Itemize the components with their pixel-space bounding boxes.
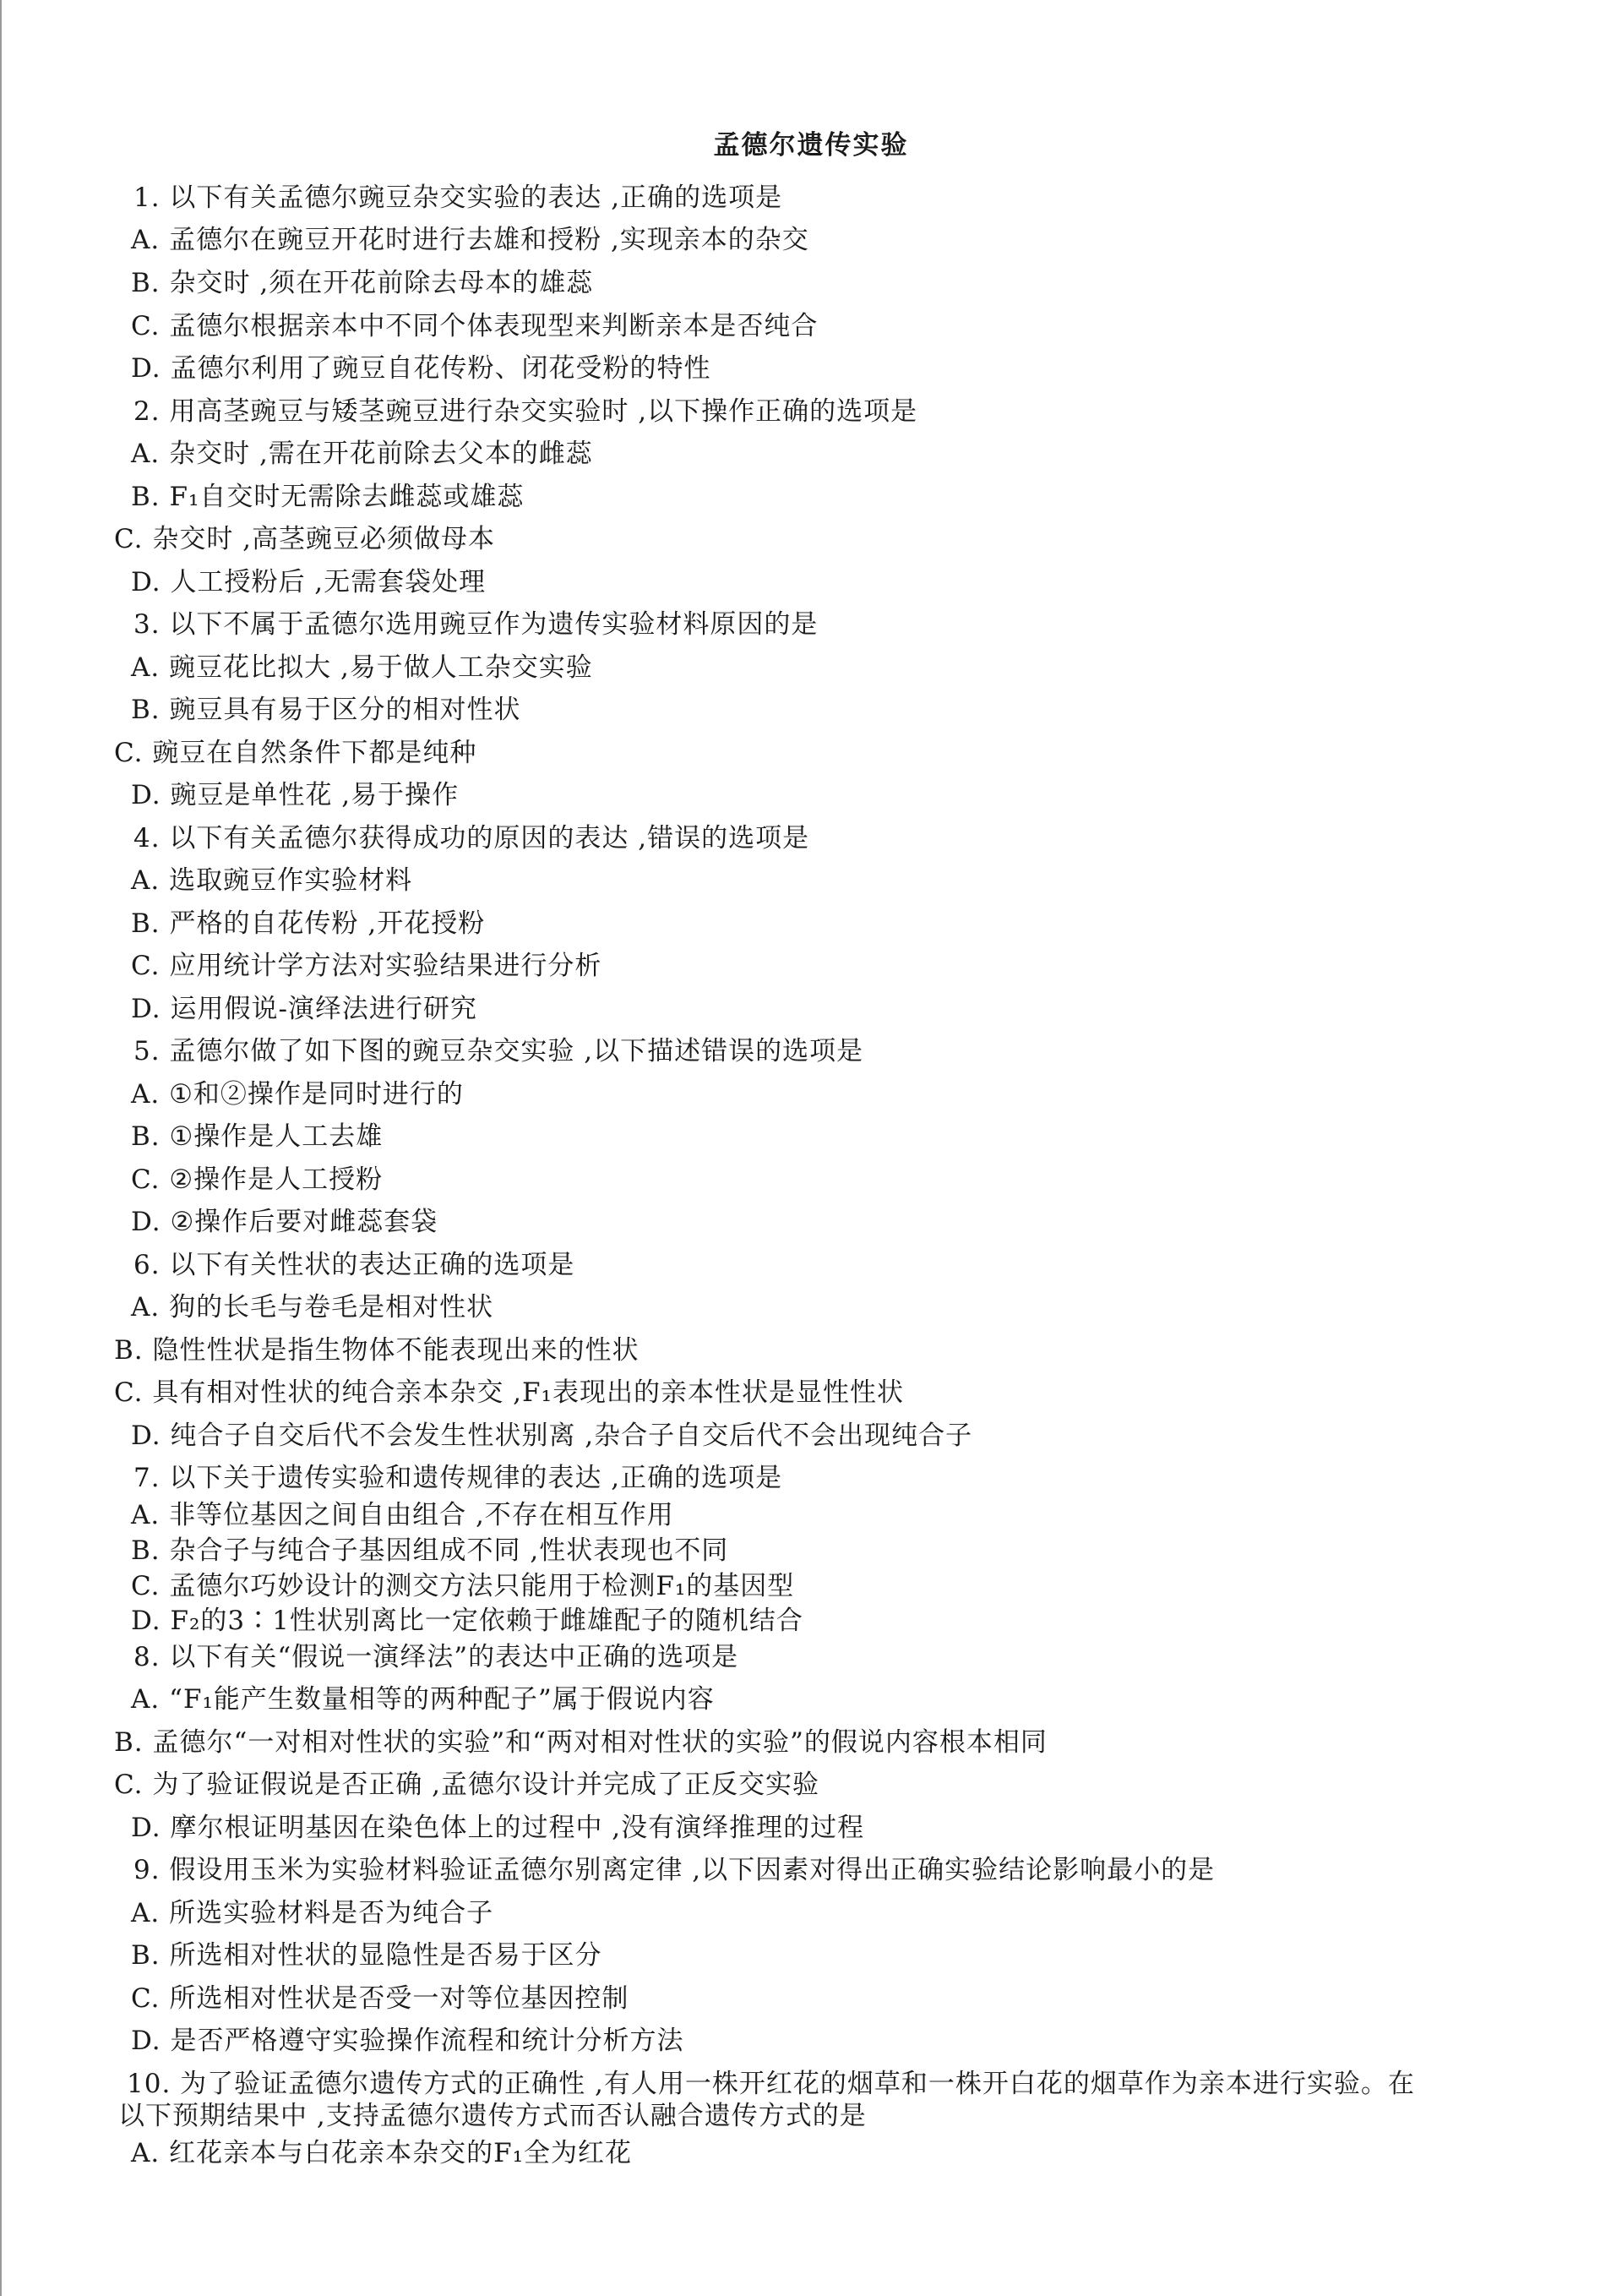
option: A. 红花亲本与白花亲本杂交的F₁全为红花 [131, 2138, 633, 2168]
option: A. “F₁能产生数量相等的两种配子”属于假说内容 [131, 1684, 715, 1715]
question-stem-continued: 以下预期结果中 ,支持孟德尔遗传方式而否认融合遗传方式的是 [118, 2101, 867, 2131]
option: B. 孟德尔“一对相对性状的实验”和“两对相对性状的实验”的假说内容根本相同 [114, 1727, 1048, 1758]
option: B. 杂合子与纯合子基因组成不同 ,性状表现也不同 [131, 1535, 729, 1566]
option: B. 严格的自花传粉 ,开花授粉 [131, 908, 486, 939]
question-stem: 5. 孟德尔做了如下图的豌豆杂交实验 ,以下描述错误的选项是 [133, 1036, 864, 1066]
question-stem: 9. 假设用玉米为实验材料验证孟德尔别离定律 ,以下因素对得出正确实验结论影响最小的是 [133, 1855, 1216, 1885]
option: B. 所选相对性状的显隐性是否易于区分 [131, 1940, 602, 1971]
page-left-border [0, 0, 2, 2296]
option: D. 孟德尔利用了豌豆自花传粉、闭花受粉的特性 [131, 353, 711, 384]
option: C. 孟德尔根据亲本中不同个体表现型来判断亲本是否纯合 [131, 311, 819, 341]
option: D. 运用假说-演绎法进行研究 [131, 994, 477, 1024]
option: D. F₂的3∶1性状别离比一定依赖于雌雄配子的随机结合 [131, 1606, 803, 1636]
option: C. 所选相对性状是否受一对等位基因控制 [131, 1983, 629, 2014]
option: D. 人工授粉后 ,无需套袋处理 [131, 567, 487, 597]
option: C. 应用统计学方法对实验结果进行分析 [131, 951, 602, 981]
option: A. 杂交时 ,需在开花前除去父本的雌蕊 [131, 439, 593, 469]
option: B. 豌豆具有易于区分的相对性状 [131, 695, 521, 725]
page-title: 孟德尔遗传实验 [713, 130, 909, 161]
option: A. 豌豆花比拟大 ,易于做人工杂交实验 [131, 652, 593, 683]
question-stem: 6. 以下有关性状的表达正确的选项是 [133, 1250, 575, 1280]
option: C. 为了验证假说是否正确 ,孟德尔设计并完成了正反交实验 [114, 1770, 820, 1800]
option: D. 摩尔根证明基因在染色体上的过程中 ,没有演绎推理的过程 [131, 1813, 865, 1843]
option: A. 狗的长毛与卷毛是相对性状 [131, 1292, 494, 1323]
option: B. ①操作是人工去雄 [131, 1121, 384, 1152]
option: A. 非等位基因之间自由组合 ,不存在相互作用 [131, 1500, 674, 1530]
question-stem: 7. 以下关于遗传实验和遗传规律的表达 ,正确的选项是 [133, 1463, 783, 1493]
option: C. 具有相对性状的纯合亲本杂交 ,F₁表现出的亲本性状是显性性状 [114, 1377, 904, 1408]
question-stem: 1. 以下有关孟德尔豌豆杂交实验的表达 ,正确的选项是 [133, 183, 783, 213]
option: D. ②操作后要对雌蕊套袋 [131, 1207, 438, 1237]
option: A. 所选实验材料是否为纯合子 [131, 1898, 494, 1928]
option: A. 选取豌豆作实验材料 [131, 865, 413, 896]
option: B. 隐性性状是指生物体不能表现出来的性状 [114, 1335, 640, 1366]
question-stem: 10. 为了验证孟德尔遗传方式的正确性 ,有人用一株开红花的烟草和一株开白花的烟草作为亲本进行实验。在 [127, 2069, 1415, 2099]
option: D. 是否严格遵守实验操作流程和统计分析方法 [131, 2026, 684, 2056]
option: C. 杂交时 ,高茎豌豆必须做母本 [114, 524, 496, 554]
option: A. ①和②操作是同时进行的 [131, 1079, 464, 1110]
option: D. 纯合子自交后代不会发生性状别离 ,杂合子自交后代不会出现纯合子 [131, 1421, 973, 1451]
option: D. 豌豆是单性花 ,易于操作 [131, 780, 460, 810]
option: C. 孟德尔巧妙设计的测交方法只能用于检测F₁的基因型 [131, 1571, 795, 1601]
option: B. 杂交时 ,须在开花前除去母本的雄蕊 [131, 268, 594, 298]
question-stem: 3. 以下不属于孟德尔选用豌豆作为遗传实验材料原因的是 [133, 609, 819, 640]
question-stem: 4. 以下有关孟德尔获得成功的原因的表达 ,错误的选项是 [133, 823, 810, 854]
question-stem: 8. 以下有关“假说一演绎法”的表达中正确的选项是 [133, 1642, 739, 1672]
option: A. 孟德尔在豌豆开花时进行去雄和授粉 ,实现亲本的杂交 [131, 225, 809, 255]
option: B. F₁自交时无需除去雌蕊或雄蕊 [131, 482, 525, 512]
question-stem: 2. 用高茎豌豆与矮茎豌豆进行杂交实验时 ,以下操作正确的选项是 [133, 396, 918, 427]
option: C. ②操作是人工授粉 [131, 1164, 384, 1195]
option: C. 豌豆在自然条件下都是纯种 [114, 738, 477, 768]
